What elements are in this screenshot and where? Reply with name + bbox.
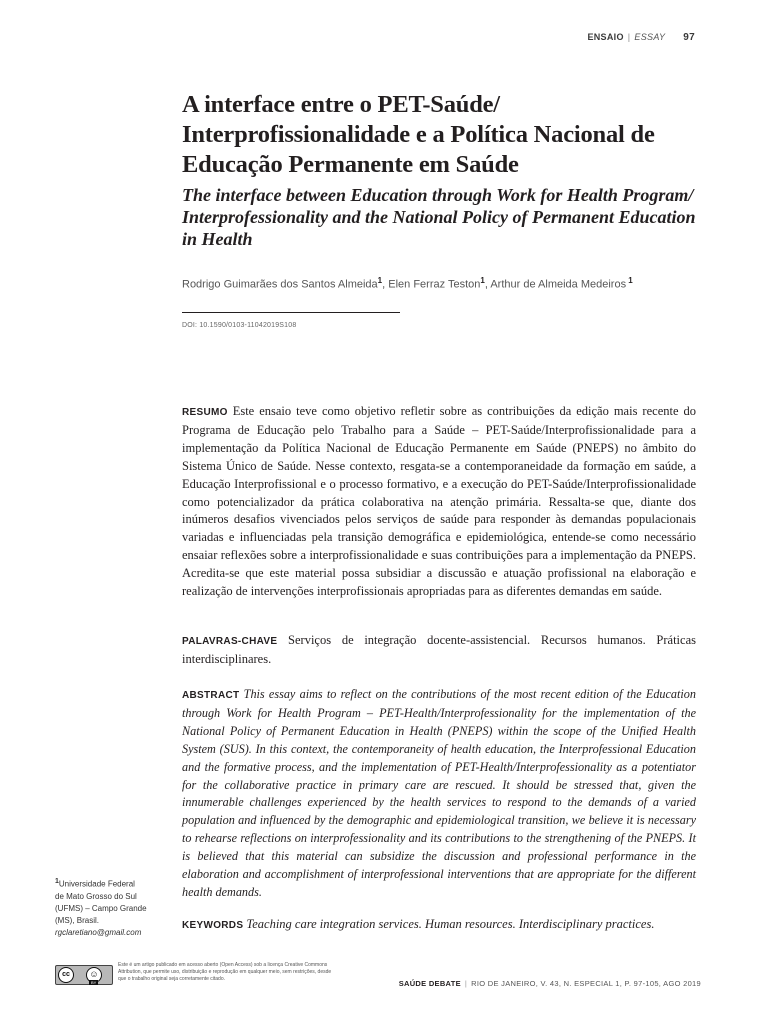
author-affiliation-mark: 1 (480, 276, 485, 285)
citation-info: RIO DE JANEIRO, V. 43, N. ESPECIAL 1, P. 97-105, AGO 2019 (471, 979, 701, 988)
resumo-text: Este ensaio teve como objetivo refletir sobre as contribuições da edição mais recente do Programa de Educação pelo Trabalho para a Saúde – PET-Saúde/Interprofissionalidade para a implementação da Política Nacional de Educação Permanente em Saúde (PNEPS) no âmbito do Sistema Único de Saúde. Nesse contexto, resgata-se a contemporaneidade da formação em saúde, a Educação Interprofissional e o processo formativo, e a execução do PET-Saúde/Interprofissionalidade como potencializador da prática colaborativa na atenção primária. Ressalta-se que, diante dos inúmeros desafios vivenciados pelos serviços de saúde para responder às demandas populacionais variadas e influenciadas pela transição demográfica e epidemiológica, entende-se como necessário ensaiar reflexões sobre a interprofissionalidade e suas contribuições para a implementação da PNEPS. Acredita-se que este material possa subsidiar a discussão e atuação profissional na elaboração e realização de intervenções interprofissionais apropriadas para as diferentes demandas em saúde. (182, 404, 697, 599)
attribution-person-icon: ☺ (86, 967, 102, 983)
affiliation-line: de Mato Grosso do Sul (55, 891, 137, 901)
author-list (182, 276, 633, 291)
author-affiliation-mark: 1 (377, 276, 383, 285)
author-separator: , (382, 278, 389, 291)
resumo-paragraph (182, 403, 696, 601)
doi-link[interactable]: DOI: 10.1590/0103-11042019S108 (182, 322, 297, 329)
author-name: Arthur de Almeida Medeiros (490, 278, 627, 291)
running-footer (399, 979, 701, 988)
running-header (587, 32, 695, 43)
creative-commons-badge[interactable] (55, 965, 113, 985)
affiliation-line: (UFMS) – Campo Grande (55, 903, 147, 913)
author-divider (182, 312, 400, 313)
affiliation-note (55, 876, 165, 939)
author-name: Elen Ferraz Teston (388, 278, 481, 291)
resumo-label: RESUMO (182, 407, 228, 418)
keywords-label: KEYWORDS (182, 920, 244, 931)
affiliation-line: Universidade Federal (58, 879, 135, 889)
journal-name: SAÚDE DEBATE (398, 979, 461, 988)
keywords-paragraph (182, 916, 696, 935)
palavras-chave-label: PALAVRAS-CHAVE (182, 636, 278, 647)
page-number: 97 (683, 32, 695, 43)
author-affiliation-mark: 1 (626, 276, 633, 285)
cc-icon: cc (58, 967, 74, 983)
header-separator: | (627, 32, 631, 42)
affiliation-line: (MS), Brasil. (55, 915, 99, 925)
abstract-text: This essay aims to reflect on the contributions of the most recent edition of the Education through Work for Health Program – PET-Health/Interprofessionality for the implementation of the National Policy of Permanent Education in Health (PNEPS) within the scope of the Unified Health System (SUS). In this context, the contemporaneity of health education, the Interprofessional Education and the formative process, and the implementation of PET-Health/Interprofessionality as a potentiator for the collaborative practice in primary care are rescued. It should be stressed that, given the innumerable challenges experienced by the health services to respond to the demands of a varied population and influenced by the demographic and epidemiological transition, we believe it is necessary to rehearse reflections on interprofessionality and its contributions to the strengthening of the PNEPS. It is believed that this material can subsidize the discussion and professional performance in the elaboration and accomplishment of interprofessional interventions that are appropriate for the different health demands. (182, 687, 696, 899)
article-subtitle: The interface between Education through Work for Health Program/ Interprofessionality and the National Policy of Permanent Education in Health (182, 185, 696, 249)
keywords-text: Teaching care integration services. Human resources. Interdisciplinary practices. (246, 917, 655, 931)
section-label: ENSAIO (587, 32, 624, 42)
abstract-label: ABSTRACT (182, 690, 240, 701)
abstract-paragraph (182, 686, 696, 902)
author-separator: , (484, 278, 491, 291)
palavras-chave-paragraph (182, 632, 696, 669)
footer-separator: | (464, 979, 468, 988)
license-text: Este é um artigo publicado em acesso aberto (Open Access) sob a licença Creative Commons Attribution, que permite uso, distribuição e reprodução em qualquer meio, sem restrições, desde que o trabalho original seja corretamente citado. (118, 962, 332, 982)
author-email[interactable]: rgclaretiano@gmail.com (55, 927, 142, 937)
article-title: A interface entre o PET-Saúde/ Interprofissionalidade e a Política Nacional de Educação Permanente em Saúde (182, 91, 655, 178)
author-name: Rodrigo Guimarães dos Santos Almeida (182, 278, 378, 291)
palavras-chave-text: Serviços de integração docente-assistencial. Recursos humanos. Práticas interdisciplinares. (182, 633, 696, 666)
section-label-en: ESSAY (634, 32, 666, 42)
by-label: BY (91, 980, 97, 985)
affiliation-mark: 1 (55, 878, 59, 885)
